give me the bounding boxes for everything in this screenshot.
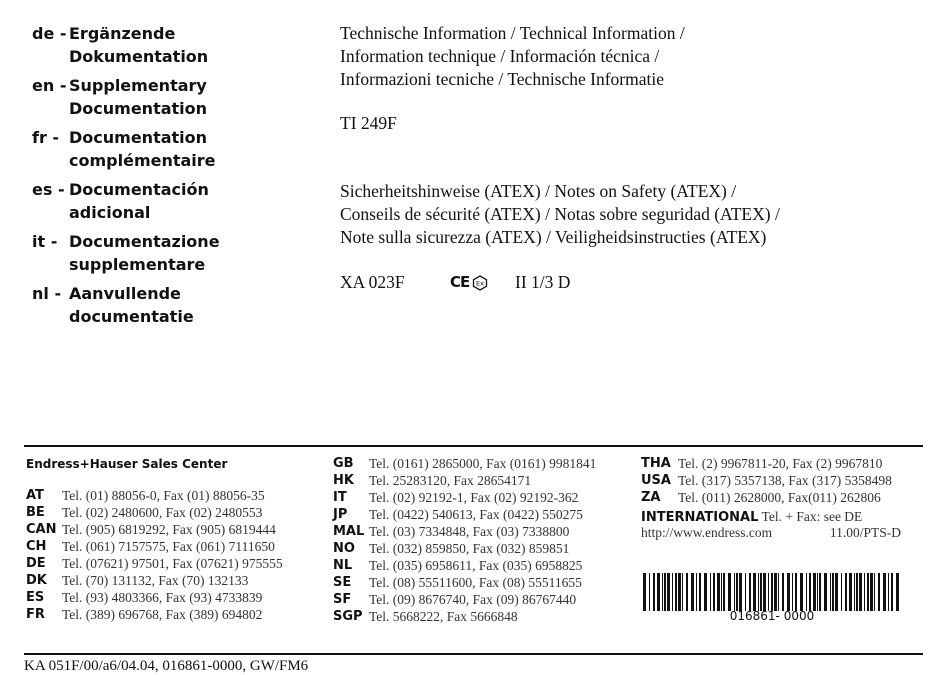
barcode-bar bbox=[662, 573, 663, 611]
language-entry-de bbox=[32, 22, 312, 68]
phone-fax: Tel. (032) 859850, Fax (032) 859851 bbox=[369, 541, 570, 556]
barcode-bar bbox=[806, 573, 807, 611]
footer-doc-ref: KA 051F/00/a6/04.04, 016861-0000, GW/FM6 bbox=[24, 658, 309, 674]
contact-row bbox=[26, 487, 283, 504]
barcode-bar bbox=[849, 573, 852, 611]
language-entry-it bbox=[32, 230, 312, 276]
language-name: Aanvullende documentatie bbox=[69, 284, 194, 326]
language-name: Documentación adicional bbox=[69, 180, 209, 222]
country-code: FR bbox=[26, 607, 45, 622]
contact-row bbox=[641, 472, 901, 489]
international-text: Tel. + Fax: see DE bbox=[761, 509, 863, 524]
country-code: AT bbox=[26, 488, 44, 503]
barcode-bar bbox=[841, 573, 842, 611]
contact-row bbox=[333, 540, 596, 557]
barcode-bar bbox=[835, 573, 838, 611]
country-code: ZA bbox=[641, 490, 661, 505]
contact-row bbox=[333, 608, 596, 625]
barcode-bar bbox=[717, 573, 720, 611]
phone-fax: Tel. (70) 131132, Fax (70) 132133 bbox=[62, 573, 249, 588]
language-code: it - bbox=[32, 232, 58, 251]
language-code: fr - bbox=[32, 128, 60, 147]
barcode-bar bbox=[867, 573, 869, 611]
barcode-bar bbox=[691, 573, 694, 611]
phone-fax: Tel. (011) 2628000, Fax(011) 262806 bbox=[678, 490, 881, 505]
barcode-bar bbox=[782, 573, 784, 611]
contact-row bbox=[26, 538, 283, 555]
country-code: SF bbox=[333, 592, 352, 607]
barcode-bar bbox=[713, 573, 715, 611]
country-code: BE bbox=[26, 505, 45, 520]
barcode-bar bbox=[874, 573, 875, 611]
phone-fax: Tel. (035) 6958611, Fax (035) 6958825 bbox=[369, 558, 583, 573]
phone-fax: Tel. (02) 92192-1, Fax (02) 92192-362 bbox=[369, 490, 579, 505]
barcode-bar bbox=[653, 573, 655, 611]
barcode-bar bbox=[760, 573, 762, 611]
divider-bottom bbox=[24, 653, 923, 655]
barcode-bar bbox=[736, 573, 738, 611]
barcode-bar bbox=[854, 573, 855, 611]
technical-info-code: TI 249F bbox=[340, 113, 397, 133]
barcode-bar bbox=[787, 573, 790, 611]
barcode-bar bbox=[753, 573, 756, 611]
phone-fax: Tel. 25283120, Fax 28654171 bbox=[369, 473, 532, 488]
international-label: INTERNATIONAL bbox=[641, 510, 759, 525]
country-code: HK bbox=[333, 473, 354, 488]
technical-info-line: Informazioni tecniche / Technische Informatie bbox=[340, 69, 665, 89]
sales-center-column-1 bbox=[26, 456, 283, 623]
barcode-bar bbox=[723, 573, 725, 611]
barcode-bar bbox=[763, 573, 766, 611]
barcode-bar bbox=[824, 573, 827, 611]
barcode-bar bbox=[830, 573, 831, 611]
country-code: SGP bbox=[333, 609, 363, 624]
barcode-bar bbox=[845, 573, 847, 611]
language-entry-en bbox=[32, 74, 312, 120]
barcode-bar bbox=[800, 573, 803, 611]
country-code: IT bbox=[333, 490, 347, 505]
barcode-bar bbox=[734, 573, 735, 611]
website-link[interactable]: http://www.endress.com bbox=[641, 525, 773, 540]
contact-row bbox=[333, 472, 596, 489]
phone-fax: Tel. (03) 7334848, Fax (03) 7338800 bbox=[369, 524, 570, 539]
barcode-bar bbox=[878, 573, 880, 611]
phone-fax: Tel. (061) 7157575, Fax (061) 7111650 bbox=[62, 539, 275, 554]
sales-center-heading: Endress+Hauser Sales Center bbox=[26, 457, 228, 471]
language-code: de - bbox=[32, 24, 67, 43]
barcode-bar bbox=[819, 573, 821, 611]
barcode-bar bbox=[696, 573, 697, 611]
contact-row bbox=[333, 455, 596, 472]
barcode-bar bbox=[675, 573, 677, 611]
ce-mark: CE bbox=[450, 273, 470, 291]
barcode-bar bbox=[768, 573, 769, 611]
safety-doc-code: XA 023F bbox=[340, 272, 405, 292]
country-code: MAL bbox=[333, 524, 365, 539]
barcode-bar bbox=[667, 573, 670, 611]
edition-code: 11.00/PTS-D bbox=[829, 525, 901, 540]
contact-row bbox=[26, 555, 283, 572]
international-contact bbox=[641, 509, 901, 525]
barcode-bar bbox=[859, 573, 862, 611]
contact-row bbox=[26, 606, 283, 623]
barcode-bar bbox=[649, 573, 650, 611]
country-code: THA bbox=[641, 456, 671, 471]
safety-doc-row bbox=[340, 271, 940, 294]
phone-fax: Tel. (389) 696768, Fax (389) 694802 bbox=[62, 607, 263, 622]
barcode-bar bbox=[686, 573, 688, 611]
country-code: DK bbox=[26, 573, 47, 588]
language-code: nl - bbox=[32, 284, 62, 303]
sales-center-column-3 bbox=[641, 455, 901, 541]
language-name: Documentation complémentaire bbox=[69, 128, 216, 170]
phone-fax: Tel. (2) 9967811-20, Fax (2) 9967810 bbox=[678, 456, 883, 471]
phone-fax: Tel. (02) 2480600, Fax (02) 2480553 bbox=[62, 505, 263, 520]
contact-row bbox=[641, 489, 901, 506]
barcode-bar bbox=[678, 573, 681, 611]
barcode-bar bbox=[758, 573, 759, 611]
country-code: CH bbox=[26, 539, 47, 554]
contact-row bbox=[333, 506, 596, 523]
country-code: CAN bbox=[26, 522, 57, 537]
barcode-bar bbox=[888, 573, 889, 611]
phone-fax: Tel. (93) 4803366, Fax (93) 4733839 bbox=[62, 590, 263, 605]
barcode-bar bbox=[682, 573, 683, 611]
technical-info-line: Information technique / Información técnica / bbox=[340, 46, 660, 66]
barcode-bar bbox=[896, 573, 899, 611]
contact-row bbox=[26, 504, 283, 521]
phone-fax: Tel. (07621) 97501, Fax (07621) 975555 bbox=[62, 556, 283, 571]
barcode-bar bbox=[778, 573, 779, 611]
language-entry-fr bbox=[32, 126, 312, 172]
barcode-bar bbox=[721, 573, 722, 611]
country-code: GB bbox=[333, 456, 354, 471]
technical-info-line: Technische Information / Technical Information / bbox=[340, 23, 685, 43]
contact-row bbox=[333, 557, 596, 574]
contact-row bbox=[333, 591, 596, 608]
language-name: Documentazione supplementare bbox=[69, 232, 220, 274]
barcode-bar bbox=[795, 573, 797, 611]
language-name: Supplementary Documentation bbox=[69, 76, 208, 118]
barcode-bar bbox=[657, 573, 660, 611]
phone-fax: Tel. (0422) 540613, Fax (0422) 550275 bbox=[369, 507, 583, 522]
barcode-number: 016861- 0000 bbox=[729, 609, 815, 623]
barcode-bar bbox=[813, 573, 816, 611]
barcode-bar bbox=[664, 573, 666, 611]
safety-notes-line: Sicherheitshinweise (ATEX) / Notes on Safety (ATEX) / bbox=[340, 181, 737, 201]
country-code: SE bbox=[333, 575, 352, 590]
barcode-bar bbox=[704, 573, 707, 611]
phone-fax: Tel. (08) 55511600, Fax (08) 55511655 bbox=[369, 575, 582, 590]
barcode-bar bbox=[792, 573, 793, 611]
country-code: NO bbox=[333, 541, 355, 556]
contact-row bbox=[26, 589, 283, 606]
barcode-bar bbox=[710, 573, 711, 611]
website-row bbox=[641, 525, 901, 541]
language-code: en - bbox=[32, 76, 67, 95]
safety-notes-line: Conseils de sécurité (ATEX) / Notas sobre seguridad (ATEX) / bbox=[340, 204, 780, 224]
divider-top bbox=[24, 445, 923, 447]
phone-fax: Tel. (0161) 2865000, Fax (0161) 9981841 bbox=[369, 456, 597, 471]
contact-row bbox=[641, 455, 901, 472]
barcode-bar bbox=[870, 573, 873, 611]
language-name: Ergänzende Dokumentation bbox=[69, 24, 209, 66]
language-list bbox=[32, 22, 312, 334]
barcode-bar bbox=[856, 573, 858, 611]
barcode bbox=[642, 573, 902, 611]
phone-fax: Tel. 5668222, Fax 5666848 bbox=[369, 609, 518, 624]
barcode-bar bbox=[771, 573, 773, 611]
safety-notes-line: Note sulla sicurezza (ATEX) / Veiligheidsinstructies (ATEX) bbox=[340, 227, 767, 247]
barcode-bar bbox=[699, 573, 701, 611]
barcode-bar bbox=[883, 573, 886, 611]
language-code: es - bbox=[32, 180, 65, 199]
contact-row bbox=[26, 521, 283, 538]
phone-fax: Tel. (01) 88056-0, Fax (01) 88056-35 bbox=[62, 488, 265, 503]
country-code: USA bbox=[641, 473, 671, 488]
barcode-bar bbox=[774, 573, 777, 611]
country-code: DE bbox=[26, 556, 46, 571]
barcode-bar bbox=[809, 573, 811, 611]
sales-center-column-2 bbox=[333, 455, 596, 625]
contact-row bbox=[333, 489, 596, 506]
barcode-bar bbox=[672, 573, 673, 611]
language-entry-es bbox=[32, 178, 312, 224]
contact-row bbox=[26, 572, 283, 589]
ex-hexagon-icon bbox=[472, 275, 488, 291]
country-code: NL bbox=[333, 558, 353, 573]
barcode-bar bbox=[864, 573, 865, 611]
barcode-bar bbox=[745, 573, 746, 611]
svg-text:Ex: Ex bbox=[476, 279, 485, 287]
contact-row bbox=[333, 574, 596, 591]
language-entry-nl bbox=[32, 282, 312, 328]
document-info bbox=[340, 22, 940, 294]
barcode-bar bbox=[739, 573, 742, 611]
country-code: ES bbox=[26, 590, 45, 605]
barcode-bar bbox=[832, 573, 834, 611]
certification-marks bbox=[450, 271, 515, 294]
phone-fax: Tel. (09) 8676740, Fax (09) 86767440 bbox=[369, 592, 577, 607]
phone-fax: Tel. (905) 6819292, Fax (905) 6819444 bbox=[62, 522, 276, 537]
barcode-bar bbox=[728, 573, 731, 611]
contact-row bbox=[333, 523, 596, 540]
barcode-bar bbox=[749, 573, 751, 611]
phone-fax: Tel. (317) 5357138, Fax (317) 5358498 bbox=[678, 473, 892, 488]
barcode-bar bbox=[817, 573, 818, 611]
barcode-bar bbox=[643, 573, 646, 611]
equipment-category: II 1/3 D bbox=[515, 272, 571, 292]
country-code: JP bbox=[333, 507, 348, 522]
barcode-bar bbox=[891, 573, 893, 611]
